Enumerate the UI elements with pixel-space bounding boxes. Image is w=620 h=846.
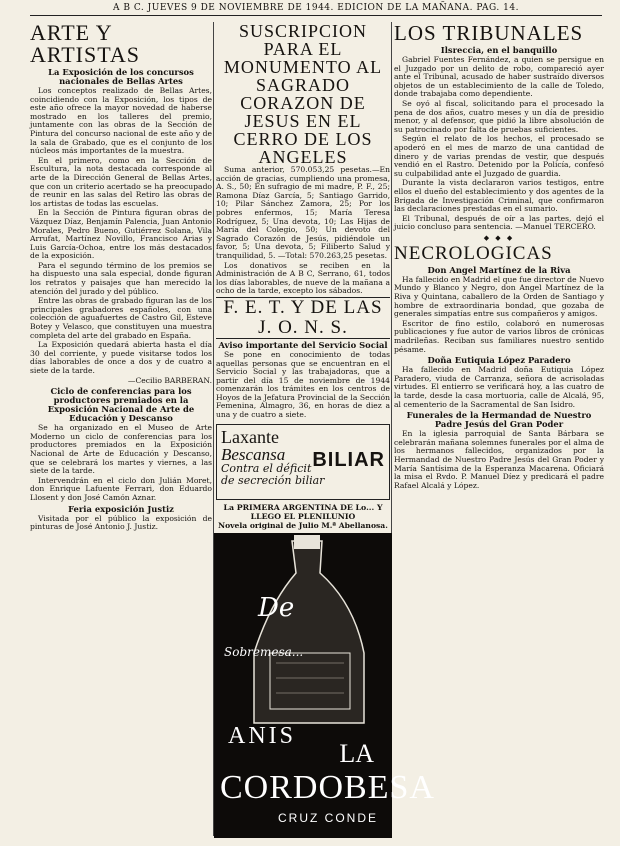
article-paragraph: En la Sección de Pintura figuran obras de Vázquez Díaz, Benjamín Palencia, Juan Antonio Morales, Pedro Bueno, Gutiérrez Solana, Vila Arrufat, Martínez Novillo, Francisco Arias y Luis García-Ochoa, entre los más destacados de la exposición. [30, 208, 212, 261]
subheading: Funerales de la Hermandad de Nuestro Padre Jesús del Gran Poder [406, 410, 592, 430]
column-arte-y-artistas [30, 22, 212, 838]
subheading: Aviso importante del Servicio Social [218, 339, 388, 350]
section-title-tribunales: LOS TRIBUNALES [394, 21, 584, 45]
article-paragraph: Para el segundo término de los premios se ha dispuesto una sala especial, donde figuran los retratos y paisajes que han merecido la atención del jurado y del público. [30, 260, 212, 296]
ad-la-text: LA [339, 738, 374, 768]
ad-biliar-label: BILIAR [312, 448, 385, 471]
ad-anis-text: ANIS [228, 722, 297, 749]
article-paragraph: Intervendrán en el ciclo don Julián Moret, don Enrique Lafuente Ferrari, don Eduardo Llosent y don José Camón Aznar. [30, 475, 212, 502]
separator: ◆ ◆ ◆ [483, 233, 515, 242]
laxante-bescansa-ad [216, 424, 390, 500]
article-paragraph: Los donativos se reciben en la Administración de A B C, Serrano, 61, todos los días laborables, de nueve de la mañana a ocho de la tarde, excepto los sábados. [216, 260, 390, 296]
ad-line: de secreción biliar [221, 473, 325, 487]
article-paragraph: Suma anterior, 570.053,25 pesetas.—En acción de gracias, cumpliendo una promesa, A. S., 50; En sufragio de mi madre, P. F., 25; Ramona Díaz García, 5; Santiago Garrido, 10; Pilar Sánchez Zamora, 25; Por los pobres enfermos, 15; María Teresa Rodríguez, 5; Una devota, 10; Las Hijas de María del Colegio, 50; Un devoto del Sagrado Corazón de Jesús, pidiéndole un favor, 5; Una devota, 5; Filiberto Salud y tranquilidad, 5. —Total: 570.263,25 pesetas. [216, 165, 390, 260]
subheading: Ciclo de conferencias para los productores premiados en la Exposición Nacional de Arte de Educación y Descanso [47, 386, 195, 424]
column-tribunales [394, 22, 604, 838]
article-paragraph: Los conceptos realizado de Bellas Artes, coincidiendo con la Exposición, los tipos de este año ofrece la mayor novedad de haberse mostrado en los talleres del premio, juntamente con las obras de la Sección de Pintura del concurso nacional de este año y de la sala de Grabado, que es el conjunto de los núcleos más importantes de la muestra. [30, 86, 212, 156]
article-paragraph: Ha fallecido en Madrid doña Eutiquia López Paradero, viuda de Carranza, señora de acrisoladas virtudes. El entierro se verificará hoy, a las cuatro de la tarde, desde la casa mortuoria, calle de Alcalá, 95, al cementerio de la Sacramental de San Isidro. [394, 365, 604, 409]
subheading: Feria exposición Justiz [68, 503, 174, 514]
article-paragraph: Gabriel Fuentes Fernández, a quien se persigue en el Juzgado por un delito de robo, compareció ayer ante el Tribunal, acusado de haber sustraído diversos objetos de un establecimiento de la calle de Toledo, donde trabajaba como dependiente. [394, 55, 604, 99]
ad-line: Contra el déficit [221, 461, 312, 475]
article-paragraph: Visitada por el público la exposición de pinturas de José Antonio J. Justiz. [30, 513, 212, 532]
article-paragraph: Se pone en conocimiento de todas aquellas personas que se encuentran en el Servicio Social y las trabajadoras, que a partir del día 15 de noviembre de 1944 comenzarán los trámites en los centros de Hoyos de la Jefatura Provincial de la Sección Femenina, Almagro, 36, en horas de diez a una y de cuatro a siete. [216, 349, 390, 420]
subheading: Ilsreccia, en el banquillo [440, 45, 558, 55]
article-paragraph: Se ha organizado en el Museo de Arte Moderno un ciclo de conferencias para los productores premiados en la Exposición Nacional de Arte de Educación y Descanso, que se celebrará los martes y viernes, a las siete de la tarde. [30, 423, 212, 476]
column-suscripcion [216, 21, 435, 838]
ad-sobremesa-text: Sobremesa... [224, 644, 304, 659]
ad-cordobesa-text: CORDOBESA [220, 768, 435, 806]
novel-promo-author: Novela original de Julio M.ª Abellanosa. [218, 520, 388, 530]
ad-line: Laxante [221, 426, 279, 447]
section-title-suscripcion: SUSCRIPCION PARA EL MONUMENTO AL SAGRADO CORAZON DE JESUS EN EL CERRO DE LOS ANGELES [223, 21, 383, 167]
article-paragraph: Entre las obras de grabado figuran las de los principales grabadores españoles, con una colección de aguafuertes de Castro Gil, Esteve Botey y Velasco, que constituyen una muestra completa del arte del grabado en España. [30, 296, 212, 340]
subheading: Don Angel Martínez de la Riva [427, 264, 571, 275]
section-title-fet: F. E. T. Y DE LAS J. O. N. S. [216, 297, 390, 339]
article-paragraph: La Exposición quedará abierta hasta el día 30 del corriente, y puede visitarse todos los días laborables de once a dos y de cuatro a siete de la tarde. [30, 340, 212, 375]
article-paragraph: En la iglesia parroquial de Santa Bárbara se celebrarán mañana solemnes funerales por el alma de los hermanos fallecidos, organizados por la Hermandad de Nuestro Padre Jesús del Gran Poder y María Santísima de la Esperanza Macarena. Oficiará la misa el Rvdo. P. Manuel Díez y predicará el padre Rafael Alcalá y López. [394, 429, 604, 490]
article-paragraph: Escritor de fino estilo, colaboró en numerosas publicaciones y fue autor de varios libros de crónicas madrileñas. Reciban sus familiares nuestro sentido pésame. [394, 318, 604, 354]
section-title-necrologicas: NECROLOGICAS [394, 242, 553, 264]
article-paragraph: Se oyó al fiscal, solicitando para el procesado la pena de dos años, cuatro meses y un día de presidio menor, y al defensor, que pidió la libre absolución de su patrocinado por falta de pruebas suficientes. [394, 98, 604, 134]
article-paragraph: Durante la vista declararon varios testigos, entre ellos el dueño del establecimiento y dos agentes de la Brigada de Investigación Criminal, que confirmaron las declaraciones prestadas en el sumario. [394, 178, 604, 214]
subheading: La Exposición de los concursos nacionales de Bellas Artes [48, 67, 194, 86]
ad-cruz-conde-text: CRUZ CONDE [278, 810, 378, 825]
article-paragraph: Según el relato de los hechos, el procesado se apoderó en el mes de marzo de una cantidad de dinero y de varias prendas de vestir, que después vendió en el Rastro. Detenido por la Policía, confesó su culpabilidad ante el Juzgado de guardia. [394, 134, 604, 178]
page-header: A B C. JUEVES 9 DE NOVIEMBRE DE 1944. EDICION DE LA MAÑANA. PAG. 14. [30, 3, 602, 16]
byline: —Cecilio BARBERAN. [127, 375, 212, 385]
subheading: Doña Eutiquia López Paradero [427, 355, 571, 366]
novel-promo-title: La PRIMERA ARGENTINA DE Lo... Y LLEGO EL PLENILUNIO [223, 502, 383, 521]
anis-la-cordobesa-ad [214, 533, 435, 838]
ad-brand: Bescansa [221, 444, 286, 464]
article-paragraph: El Tribunal, después de oír a las partes, dejó el juicio concluso para sentencia. —Manuel TERCERO. [394, 213, 604, 232]
article-paragraph: Ha fallecido en Madrid el que fue director de Nuevo Mundo y Blanco y Negro, don Angel Martínez de la Riva y Quintana, caballero de la Orden de Santiago y hombre de extraordinaria bondad, que gozaba de generales simpatías entre sus compañeros y amigos. [394, 274, 604, 319]
ad-script-text: De [258, 592, 295, 623]
section-title-arte: ARTE Y ARTISTAS [30, 20, 141, 67]
article-paragraph: En el primero, como en la Sección de Escultura, la nota destacada corresponde al arte de la Dirección General de Bellas Artes, que con un criterio acertado se ha preocupado de reunir en las salas del Retiro las obras de los artistas de todas las escuelas. [30, 155, 212, 208]
